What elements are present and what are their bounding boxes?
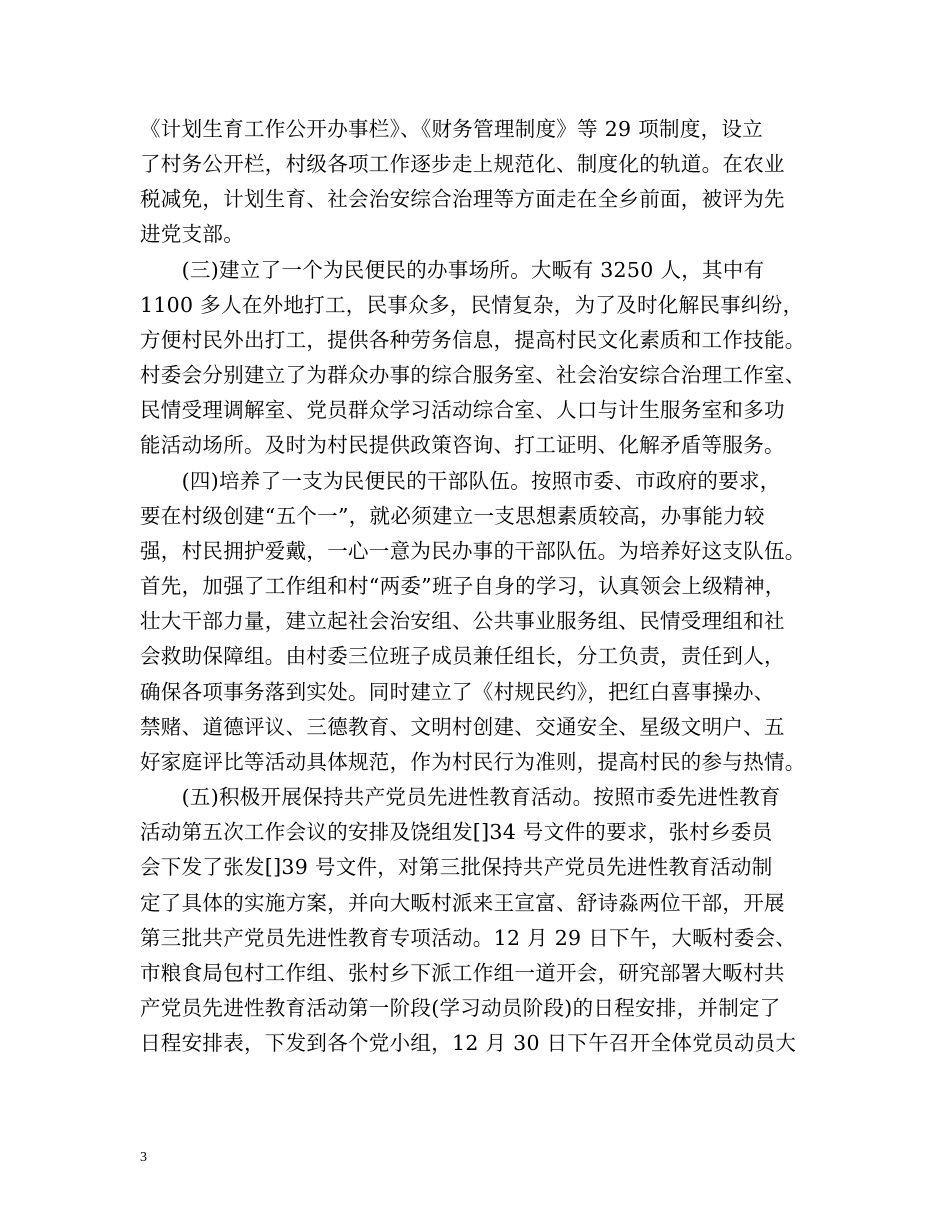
- text-line: 第三批共产党员先进性教育专项活动。12 月 29 日下午，大畈村委会、: [140, 926, 797, 950]
- text-line: 1100 多人在外地打工，民事众多，民情复杂，为了及时化解民事纠纷，: [140, 293, 804, 317]
- text-line: 确保各项事务落到实处。同时建立了《村规民约》，把红白喜事操办、: [140, 680, 775, 704]
- text-line: 好家庭评比等活动具体规范，作为村民行为准则，提高村民的参与热情。: [140, 750, 806, 774]
- text-line: 产党员先进性教育活动第一阶段(学习动员阶段)的日程安排，并制定了: [140, 996, 781, 1020]
- text-line: 了村务公开栏，村级各项工作逐步走上规范化、制度化的轨道。在农业: [140, 152, 785, 176]
- text-line: 村委会分别建立了为群众办事的综合服务室、社会治安综合治理工作室、: [140, 363, 806, 387]
- text-line: 民情受理调解室、党员群众学习活动综合室、人口与计生服务室和多功: [140, 398, 785, 422]
- text-line: 强，村民拥护爱戴，一心一意为民办事的干部队伍。为培养好这支队伍。: [140, 539, 806, 563]
- text-line: (三)建立了一个为民便民的办事场所。大畈有 3250 人，其中有: [140, 258, 765, 282]
- text-line: 税减免，计划生育、社会治安综合治理等方面走在全乡前面，被评为先: [140, 187, 785, 211]
- text-line: 首先，加强了工作组和村“两委”班子自身的学习，认真领会上级精神，: [140, 574, 786, 598]
- text-line: 进党支部。: [140, 222, 244, 246]
- page-number: 3: [140, 1150, 147, 1165]
- text-line: 定了具体的实施方案，并向大畈村派来王宣富、舒诗淼两位干部，开展: [140, 891, 785, 915]
- text-line: 日程安排表，下发到各个党小组，12 月 30 日下午召开全体党员动员大: [140, 1031, 797, 1055]
- text-line: (五)积极开展保持共产党员先进性教育活动。按照市委先进性教育: [140, 785, 781, 809]
- text-line: 活动第五次工作会议的安排及饶组发[]34 号文件的要求，张村乡委员: [140, 820, 773, 844]
- text-line: 《计划生育工作公开办事栏》、《财务管理制度》等 29 项制度，设立: [140, 117, 764, 141]
- text-line: 禁赌、道德评议、三德教育、文明村创建、交通安全、星级文明户、五: [140, 715, 785, 739]
- text-line: 会下发了张发[]39 号文件，对第三批保持共产党员先进性教育活动制: [140, 855, 773, 879]
- text-line: 壮大干部力量，建立起社会治安组、公共事业服务组、民情受理组和社: [140, 609, 785, 633]
- text-line: 方便村民外出打工，提供各种劳务信息，提高村民文化素质和工作技能。: [140, 328, 806, 352]
- text-line: 能活动场所。及时为村民提供政策咨询、打工证明、化解矛盾等服务。: [140, 433, 785, 457]
- text-line: (四)培养了一支为民便民的干部队伍。按照市委、市政府的要求，: [140, 469, 781, 493]
- text-line: 会救助保障组。由村委三位班子成员兼任组长，分工负责，责任到人，: [140, 644, 785, 668]
- text-line: 要在村级创建“五个一”，就必须建立一支思想素质较高，办事能力较: [140, 504, 765, 528]
- text-line: 市粮食局包村工作组、张村乡下派工作组一道开会，研究部署大畈村共: [140, 961, 785, 985]
